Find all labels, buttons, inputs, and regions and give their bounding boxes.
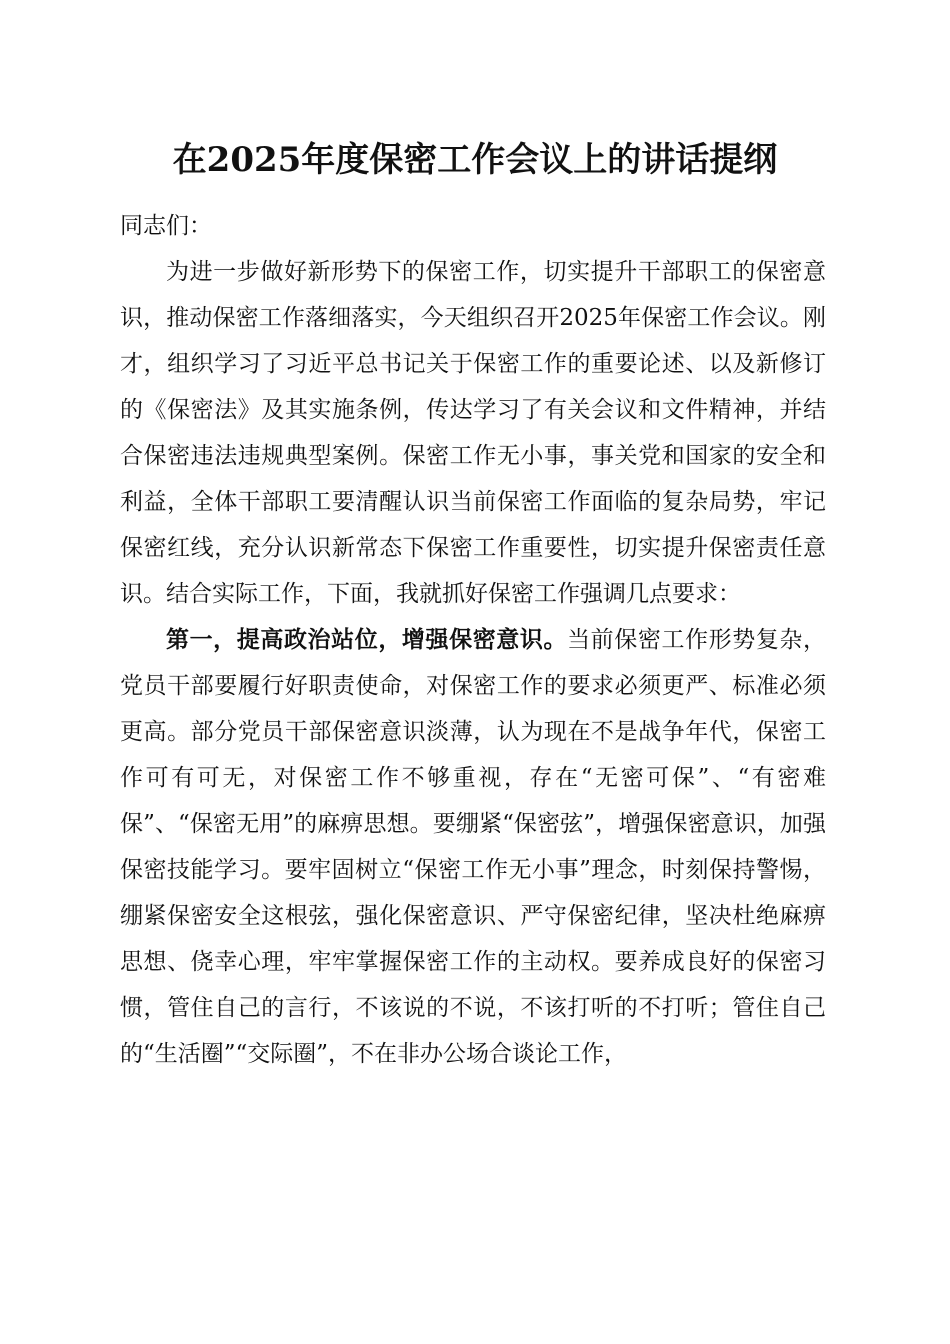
paragraph-first-point-text: 当前保密工作形势复杂，党员干部要履行好职责使命，对保密工作的要求必须更严、标准必须更高。部分党员干部保密意识淡薄，认为现在不是战争年代，保密工作可有可无，对保密工作不够重视，存在“无密可保”、“有密难保”、“保密无用”的麻痹思想。要绷紧“保密弦”，增强保密意识，加强保密技能学习。要牢固树立“保密工作无小事”理念，时刻保持警惕，绷紧保密安全这根弦，强化保密意识、严守保密纪律，坚决杜绝麻痹思想、侥幸心理，牢牢掌握保密工作的主动权。要养成良好的保密习惯，管住自己的言行，不该说的不说，不该打听的不打听；管住自己的“生活圈”“交际圈”，不在非办公场合谈论工作，	[120, 627, 827, 1067]
paragraph-first-point-heading: 第一，提高政治站位，增强保密意识。	[166, 626, 568, 653]
salutation: 同志们：	[120, 213, 212, 239]
document-title: 在2025年度保密工作会议上的讲话提纲	[172, 140, 778, 180]
document-body	[120, 203, 826, 1077]
paragraph-first-point	[120, 617, 826, 1077]
paragraph-intro: 为进一步做好新形势下的保密工作，切实提升干部职工的保密意识，推动保密工作落细落实，今天组织召开2025年保密工作会议。刚才，组织学习了习近平总书记关于保密工作的重要论述、以及新修订的《保密法》及其实施条例，传达学习了有关会议和文件精神，并结合保密违法违规典型案例。保密工作无小事，事关党和国家的安全和利益，全体干部职工要清醒认识当前保密工作面临的复杂局势，牢记保密红线，充分认识新常态下保密工作重要性，切实提升保密责任意识。结合实际工作，下面，我就抓好保密工作强调几点要求：	[120, 259, 826, 607]
